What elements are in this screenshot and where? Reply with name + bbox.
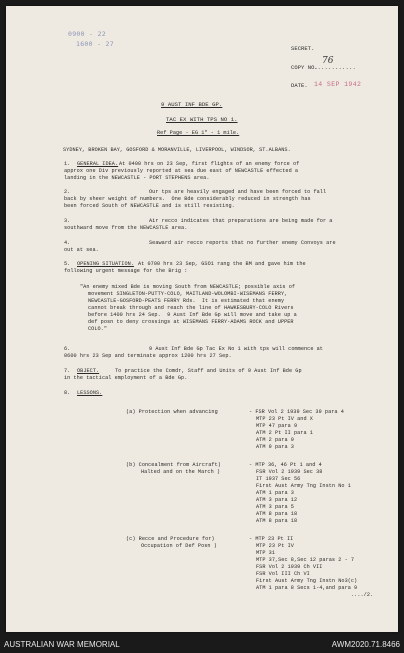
lesson-ref: - MTP 23 Pt II <box>249 536 294 542</box>
message-quote-line: COLO." <box>88 326 107 332</box>
date-label: DATE. <box>291 82 308 89</box>
para-1-line: landing in the NEWCASTLE - PORT STEPHENS area. <box>64 175 210 181</box>
lesson-ref: ATM 3 para 12 <box>256 497 298 503</box>
para-3-line: Air recco indicates that preparations are being made for a <box>149 218 333 224</box>
para-2-line: back by sheer weight of numbers. One Bde considerably reduced in strength has <box>64 196 311 202</box>
para-5-heading: OPENING SITUATION. <box>77 261 134 267</box>
lesson-c-label: (c) Recce and Procedure for) <box>126 536 215 542</box>
lesson-ref: MTP 31 <box>256 550 275 556</box>
lesson-ref: ATM 2 para 9 <box>256 437 294 443</box>
lesson-ref: MTP 23 Pt IV <box>256 543 294 549</box>
para-1-num: 1. <box>64 161 71 167</box>
para-5-line: At 0700 hrs 23 Sep, GSO1 rang the BM and gave him the <box>138 261 306 267</box>
copy-no-dots: ............ <box>314 64 357 71</box>
para-2-line: been forced South of NEWCASTLE and is still resisting. <box>64 203 235 209</box>
secret-label: SECRET. <box>291 45 315 52</box>
footer-institution: AUSTRALIAN WAR MEMORIAL <box>4 640 120 649</box>
document-subtitle: TAC EX WITH TPS NO 1. <box>166 116 238 123</box>
lesson-ref: IT 1937 Sec 56 <box>256 476 301 482</box>
lesson-ref: FSR Vol III Ch VI <box>256 571 310 577</box>
para-2-num: 2. <box>64 189 71 195</box>
lesson-ref: ATM 9 para 3 <box>256 444 294 450</box>
archive-footer <box>0 637 404 653</box>
pencil-note-line-1: 0900 - 22 <box>68 30 106 38</box>
para-7-num: 7. <box>64 368 71 374</box>
lesson-ref: First Aust Army Tng Instn No 1 <box>256 483 351 489</box>
lesson-ref: ATM 2 Pt II para 1 <box>256 430 313 436</box>
lesson-ref: ATM 8 para 18 <box>256 511 298 517</box>
continuation-marker: ..../2. <box>351 592 374 598</box>
document-title: 9 AUST INF BDE GP. <box>161 101 223 108</box>
lesson-ref: FSR Vol 2 1939 Ch VII <box>256 564 323 570</box>
lesson-ref: ATM 1 para 8 Secs 1-4,and para 9 <box>256 585 358 591</box>
ref-page: Ref Page - EG 1" - 1 mile. <box>157 130 240 136</box>
lesson-ref: ATM 1 para 3 <box>256 490 294 496</box>
para-1-line: At 0400 hrs on 23 Sep, first flights of an enemy force of <box>119 161 300 167</box>
para-7-line: in the tactical employment of a Bde Gp. <box>64 375 188 381</box>
para-4-num: 4. <box>64 240 71 246</box>
lesson-ref: - MTP 36, 46 Pt 1 and 4 <box>249 462 322 468</box>
lesson-ref: FSR Vol 2 1939 Sec 38 <box>256 469 323 475</box>
para-3-line: southward move from the NEWCASTLE area. <box>64 225 188 231</box>
lesson-c-label-2: Occupation of Def Posn ) <box>141 543 217 549</box>
message-quote-line: NEWCASTLE-GOSFORD-PEATS FERRY Rds. It is estimated that enemy <box>88 298 285 304</box>
message-quote-line: before 1400 hrs 24 Sep. 9 Aust Inf Bde Gp will move and take up a <box>88 312 297 318</box>
pencil-note-line-2: 1600 - 27 <box>76 40 114 48</box>
para-6-line: 9 Aust Inf Bde Gp Tac Ex No 1 with tps will commence at <box>149 346 323 352</box>
lesson-ref: MTP 23 Pt IV and X <box>256 416 313 422</box>
para-5-num: 5. <box>64 261 71 267</box>
para-4-line: Seaward air recco reports that no further enemy Convoys are <box>149 240 336 246</box>
para-6-num: 6. <box>64 346 71 352</box>
lesson-b-label-2: Halted and on the March ) <box>141 469 221 475</box>
para-2-line: Our tps are heavily engaged and have been forced to fall <box>149 189 327 195</box>
lesson-a-label: (a) Protection when advancing <box>126 409 218 415</box>
lesson-ref: ATM 3 para 5 <box>256 504 294 510</box>
lesson-ref: MTP 47 para 9 <box>256 423 298 429</box>
para-4-line: out at sea. <box>64 247 99 253</box>
copy-no-value: 76 <box>322 56 334 66</box>
footer-accession-number: AWM2020.71.8466 <box>331 640 400 649</box>
para-7-heading: OBJECT. <box>77 368 100 374</box>
message-quote-line: def posn to deny crossings at WISEMANS FERRY-ADAMS ROCK and UPPER <box>88 319 294 325</box>
para-7-line: To practice the Comdr, Staff and Units of 9 Aust Inf Bde Gp <box>115 368 302 374</box>
message-quote-line: "An enemy mixed Bde is moving South from NEWCASTLE; possible axis of <box>80 284 296 290</box>
para-5-line: following urgent message for the Brig : <box>64 268 188 274</box>
lesson-b-label: (b) Concealment from Aircraft) <box>126 462 221 468</box>
copy-no-label: COPY NO. <box>291 64 318 71</box>
lesson-ref: - FSR Vol 2 1939 Sec 39 para 4 <box>249 409 344 415</box>
lesson-ref: ATM 8 para 18 <box>256 518 298 524</box>
message-quote-line: cannot break through and reach the line of HAWKESBURY-COLO Rivers <box>88 305 294 311</box>
document-sheet <box>6 6 398 632</box>
lesson-ref: First Aust Army Tng Instn No3(c) <box>256 578 358 584</box>
message-quote-line: movement SINGLETON-PUTTY-COLO, MAITLAND-WOLOMBI-WISEMANS FERRY, <box>88 291 288 297</box>
lesson-ref: MTP 37,Sec 8,Sec 12 paras 2 - 7 <box>256 557 355 563</box>
para-8-heading: LESSONS. <box>77 390 103 396</box>
date-stamp: 14 SEP 1942 <box>314 81 362 88</box>
para-8-num: 8. <box>64 390 71 396</box>
para-3-num: 3. <box>64 218 71 224</box>
para-1-line: approx one Div previously reported at sea due east of NEWCASTLE effected a <box>64 168 299 174</box>
para-1-heading: GENERAL IDEA. <box>77 161 119 167</box>
area-line: SYDNEY, BROKEN BAY, GOSFORD & MORANVILLE, LIVERPOOL, WINDSOR, ST.ALBANS. <box>63 147 291 153</box>
para-6-line: 0600 hrs 23 Sep and terminate approx 1200 hrs 27 Sep. <box>64 353 232 359</box>
